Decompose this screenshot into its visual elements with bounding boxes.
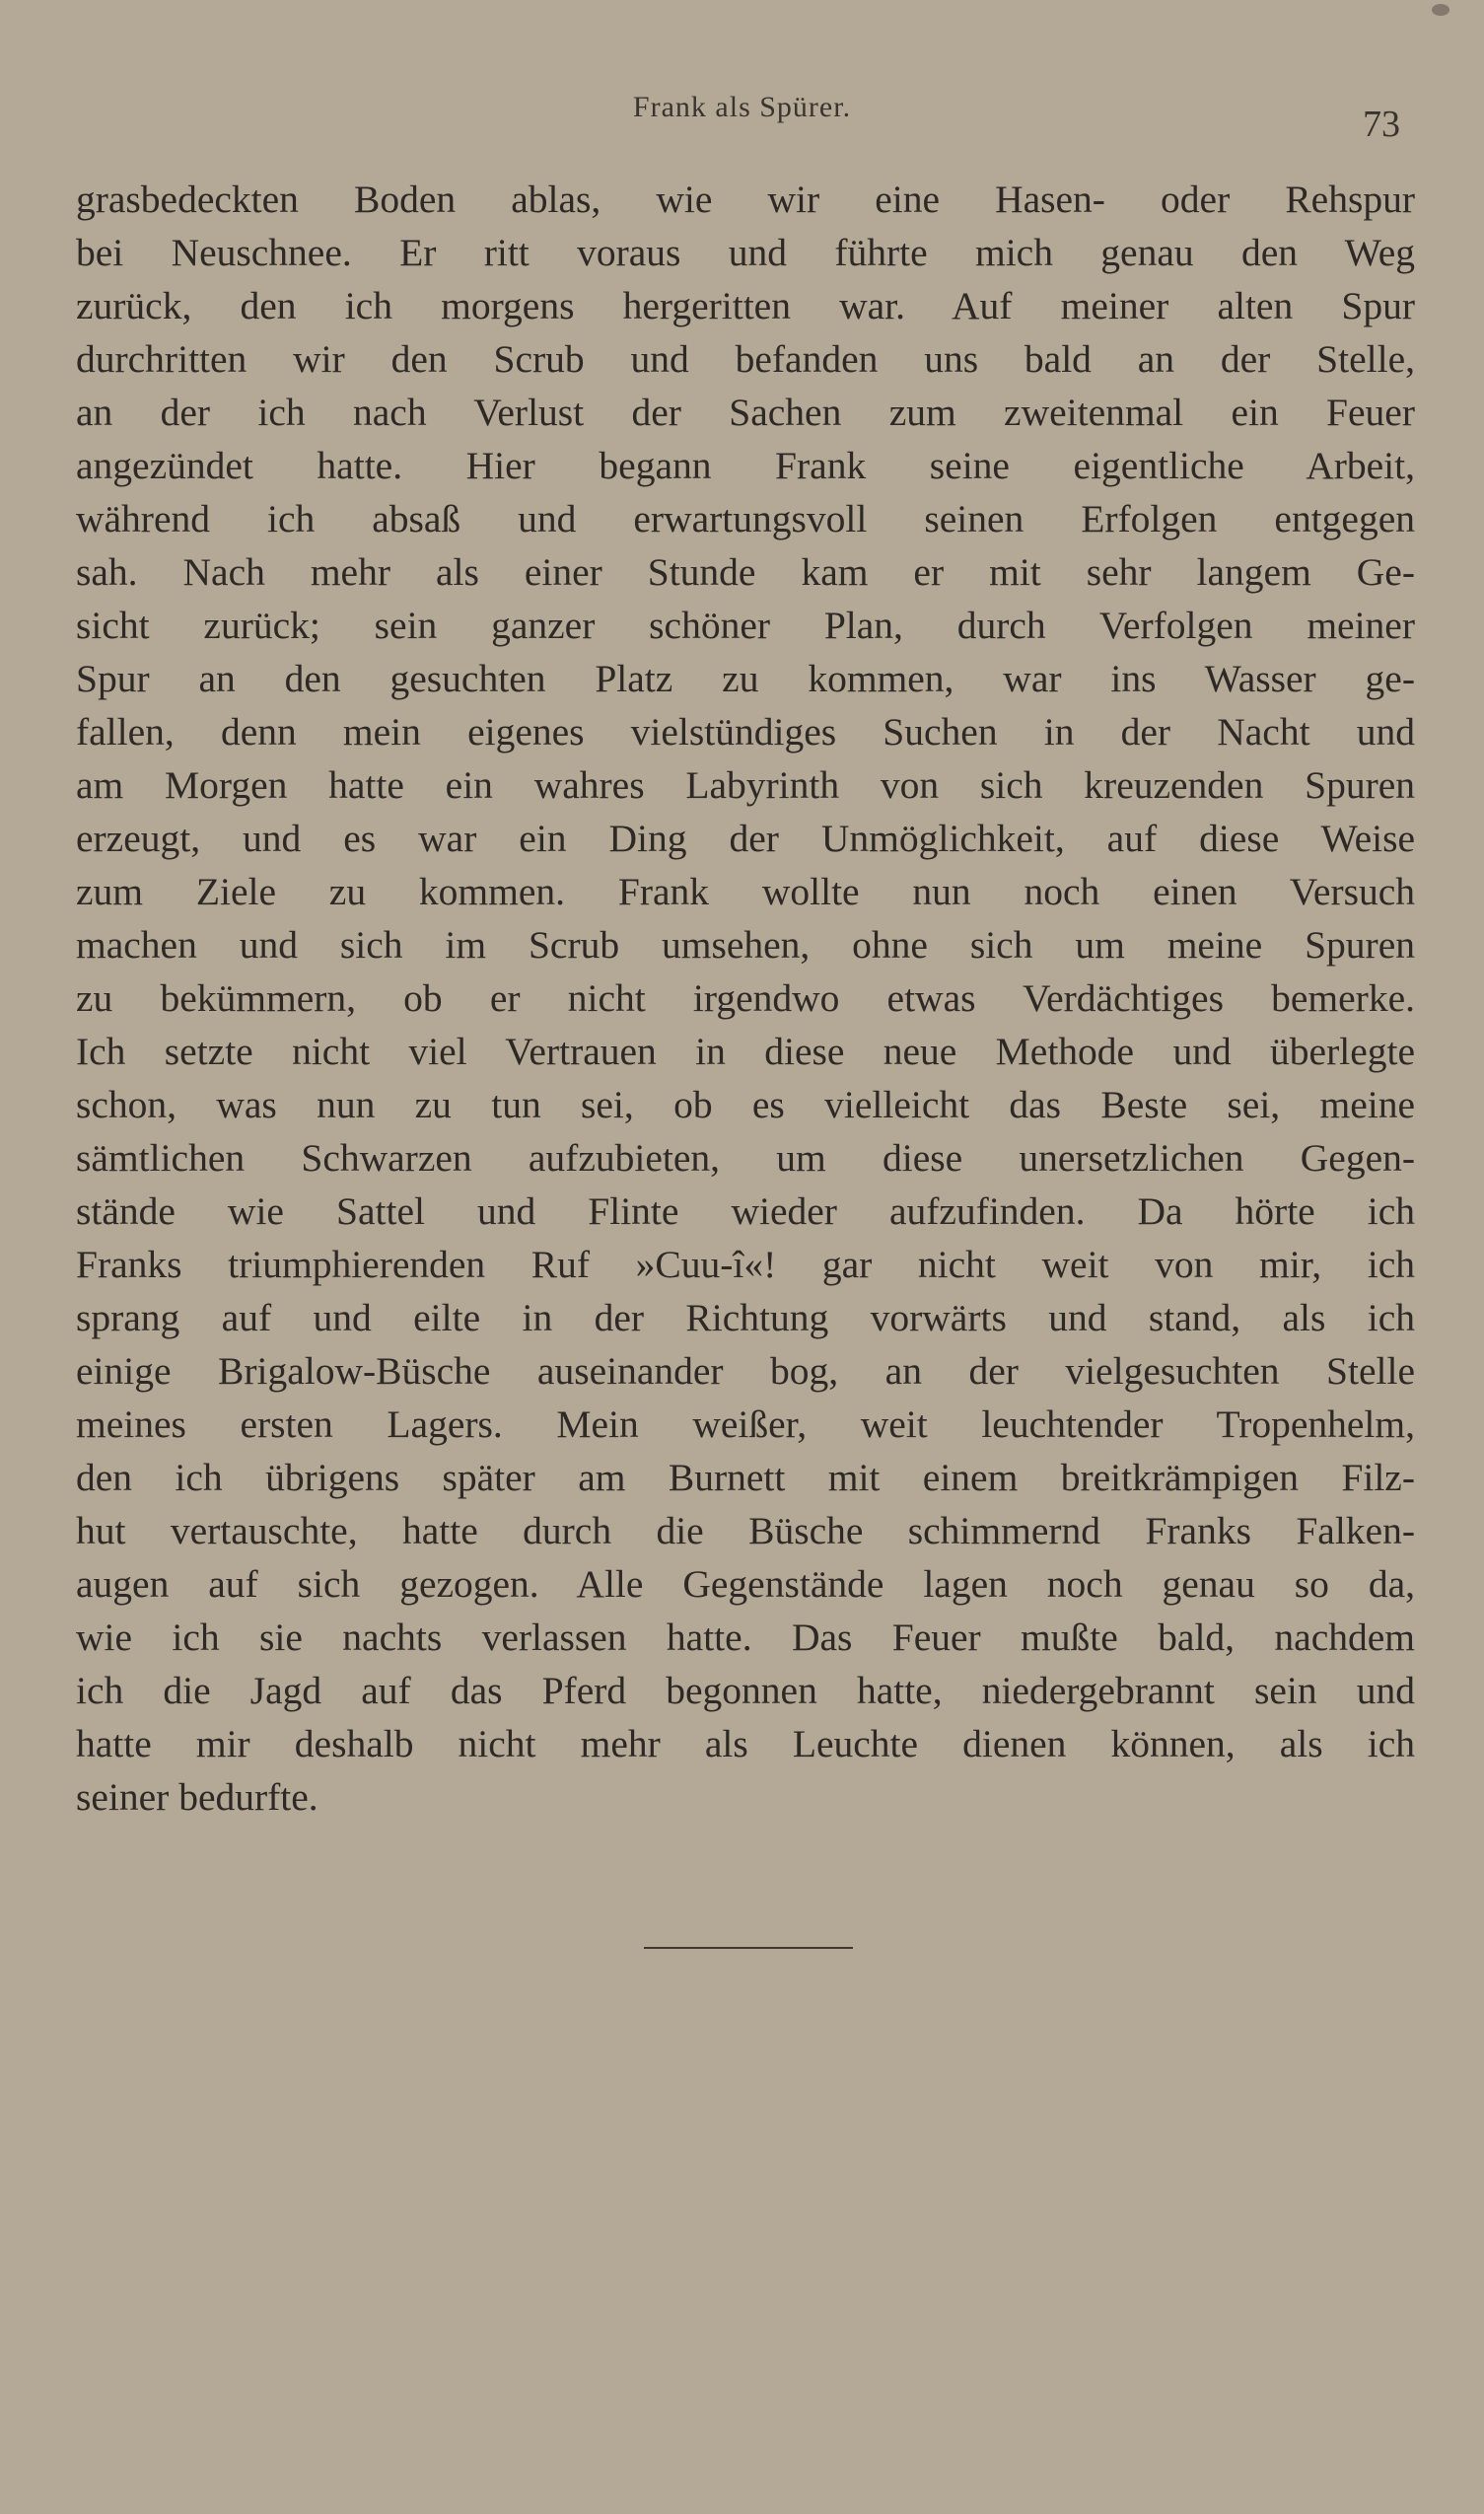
text-line: meines ersten Lagers. Mein weißer, weit leuchtender Tropenhelm, bbox=[76, 1402, 1415, 1446]
section-end-rule bbox=[644, 1947, 853, 1949]
text-line: einige Brigalow-Büsche auseinander bog, an der vielgesuchten Stelle bbox=[76, 1349, 1415, 1393]
text-line: augen auf sich gezogen. Alle Gegenstände lagen noch genau so da, bbox=[76, 1562, 1415, 1606]
running-title: Frank als Spürer. bbox=[632, 91, 852, 123]
text-line: sämtlichen Schwarzen aufzubieten, um diese unersetzlichen Gegen- bbox=[76, 1136, 1415, 1180]
text-line: während ich absaß und erwartungsvoll seinen Erfolgen entgegen bbox=[76, 497, 1415, 540]
text-line: schon, was nun zu tun sei, ob es vielleicht das Beste sei, meine bbox=[76, 1083, 1415, 1126]
text-line: sicht zurück; sein ganzer schöner Plan, durch Verfolgen meiner bbox=[76, 604, 1415, 647]
text-line: machen und sich im Scrub umsehen, ohne sich um meine Spuren bbox=[76, 923, 1415, 967]
text-line: angezündet hatte. Hier begann Frank seine eigentliche Arbeit, bbox=[76, 444, 1415, 487]
text-line: grasbedeckten Boden ablas, wie wir eine Hasen- oder Rehspur bbox=[76, 178, 1415, 221]
text-line: Franks triumphierenden Ruf »Cuu-î«! gar nicht weit von mir, ich bbox=[76, 1243, 1415, 1286]
text-line: hut vertauschte, hatte durch die Büsche schimmernd Franks Falken- bbox=[76, 1509, 1415, 1552]
text-line: ich die Jagd auf das Pferd begonnen hatte, niedergebrannt sein und bbox=[76, 1669, 1415, 1712]
page-blemish bbox=[1432, 4, 1449, 16]
text-line: am Morgen hatte ein wahres Labyrinth von sich kreuzenden Spuren bbox=[76, 763, 1415, 807]
text-line: den ich übrigens später am Burnett mit einem breitkrämpigen Filz- bbox=[76, 1456, 1415, 1499]
text-line: wie ich sie nachts verlassen hatte. Das Feuer mußte bald, nachdem bbox=[76, 1616, 1415, 1659]
text-line: fallen, denn mein eigenes vielstündiges Suchen in der Nacht und bbox=[76, 710, 1415, 754]
text-line: zum Ziele zu kommen. Frank wollte nun noch einen Versuch bbox=[76, 870, 1415, 913]
text-line: erzeugt, und es war ein Ding der Unmöglichkeit, auf diese Weise bbox=[76, 817, 1415, 860]
text-line: an der ich nach Verlust der Sachen zum zweitenmal ein Feuer bbox=[76, 391, 1415, 434]
text-line: bei Neuschnee. Er ritt voraus und führte mich genau den Weg bbox=[76, 231, 1415, 274]
body-text bbox=[76, 173, 1415, 1824]
text-line: stände wie Sattel und Flinte wieder aufzufinden. Da hörte ich bbox=[76, 1189, 1415, 1233]
text-line: durchritten wir den Scrub und befanden uns bald an der Stelle, bbox=[76, 337, 1415, 381]
text-line: zu bekümmern, ob er nicht irgendwo etwas Verdächtiges bemerke. bbox=[76, 976, 1415, 1020]
text-line: Ich setzte nicht viel Vertrauen in diese neue Methode und überlegte bbox=[76, 1030, 1415, 1073]
text-line-final: seiner bedurfte. bbox=[76, 1775, 318, 1819]
text-line: hatte mir deshalb nicht mehr als Leuchte dienen können, als ich bbox=[76, 1722, 1415, 1765]
text-line: zurück, den ich morgens hergeritten war. Auf meiner alten Spur bbox=[76, 284, 1415, 327]
text-line: Spur an den gesuchten Platz zu kommen, war ins Wasser ge- bbox=[76, 657, 1415, 700]
page-number: 73 bbox=[1363, 104, 1400, 145]
text-line: sah. Nach mehr als einer Stunde kam er mit sehr langem Ge- bbox=[76, 550, 1415, 594]
text-line: sprang auf und eilte in der Richtung vorwärts und stand, als ich bbox=[76, 1296, 1415, 1339]
